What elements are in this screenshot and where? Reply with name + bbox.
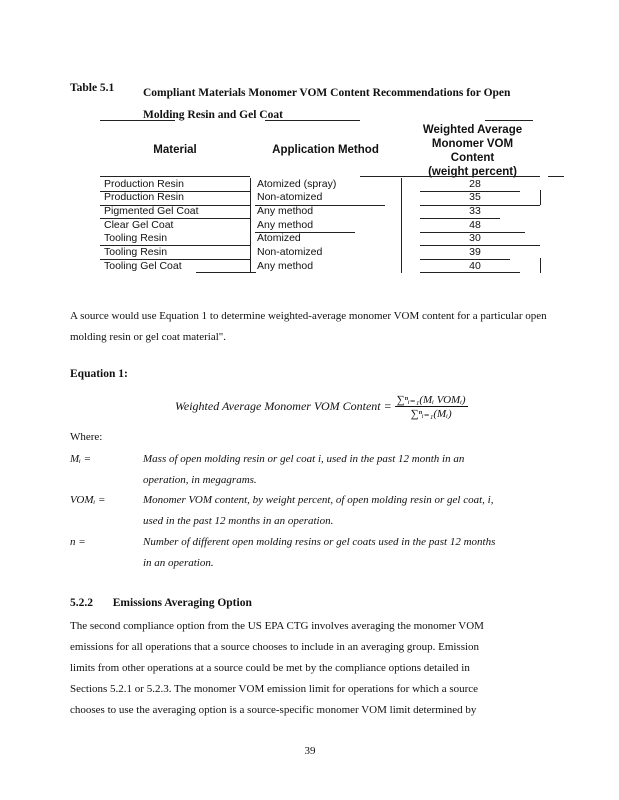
table-row: Pigmented Gel Coat	[104, 205, 199, 217]
where-symbol: Mᵢ =	[70, 453, 92, 465]
header-weighted-average: Weighted Average Monomer VOM Content (weight percent)	[422, 124, 523, 178]
col-rule	[540, 190, 541, 205]
table-row: Tooling Resin	[104, 246, 168, 258]
where-definition: Mass of open molding resin or gel coat i, used in the past 12 month in an operation, in megagrams.	[143, 453, 465, 486]
where-symbol: VOMᵢ =	[70, 494, 106, 506]
row-rule	[255, 232, 355, 233]
section-number: 5.2.2	[70, 597, 93, 609]
table-row: Tooling Gel Coat	[104, 260, 182, 272]
header-application-method: Application Method	[272, 144, 379, 156]
header-rule-a	[100, 176, 250, 177]
row-rule	[420, 205, 540, 206]
table-row: Production Resin	[104, 191, 184, 203]
header-material: Material	[153, 144, 197, 156]
caption-rule-left	[100, 120, 175, 121]
row-rule	[420, 218, 500, 219]
header-rule-b	[360, 176, 540, 177]
equation-fraction	[395, 393, 468, 420]
equation-denominator: ∑ⁿᵢ₌₁(Mᵢ)	[410, 408, 452, 420]
col-rule	[250, 178, 251, 273]
table-row: Production Resin	[104, 178, 184, 190]
row-rule	[100, 218, 250, 219]
row-rule	[420, 191, 520, 192]
col-rule	[401, 178, 402, 273]
equation-numerator: ∑ⁿᵢ₌₁(Mᵢ VOMᵢ)	[396, 394, 466, 406]
where-definition: Monomer VOM content, by weight percent, of open molding resin or gel coat, i, used in the past 12 months in an operation.	[143, 494, 494, 527]
caption-rule-mid	[265, 120, 360, 121]
row-rule	[420, 232, 525, 233]
row-rule	[420, 245, 540, 246]
equation	[175, 393, 468, 420]
equation-lhs: Weighted Average Monomer VOM Content =	[175, 399, 392, 413]
section-paragraph: The second compliance option from the US EPA CTG involves averaging the monomer VOM emissions for all operations that a source chooses to include in an averaging group. Emission limits from other operations at a source could be met by the compliance options detailed in Sections 5.2.1 or 5.2.3. The monomer VOM emission limit for operations for which a source chooses to use the averaging option is a source-specific monomer VOM limit determined by	[70, 620, 484, 716]
row-rule	[100, 191, 250, 192]
row-rule	[420, 272, 520, 273]
where-label: Where:	[70, 431, 103, 443]
header-rule-c	[548, 176, 564, 177]
table-row: Clear Gel Coat	[104, 219, 174, 231]
intro-paragraph: A source would use Equation 1 to determine weighted-average monomer VOM content for a particular open molding resin or gel coat material".	[70, 310, 547, 343]
table-row: Tooling Resin	[104, 232, 168, 244]
where-definition: Number of different open molding resins or gel coats used in the past 12 months in an operation.	[143, 536, 496, 569]
row-rule	[196, 272, 256, 273]
caption-rule-right	[485, 120, 533, 121]
row-rule	[420, 259, 510, 260]
section-heading	[70, 597, 252, 609]
row-rule	[255, 205, 385, 206]
table-label: Table 5.1	[70, 82, 115, 94]
page-number: 39	[304, 745, 316, 757]
section-title: Emissions Averaging Option	[112, 597, 252, 609]
row-rule	[100, 245, 250, 246]
row-rule	[100, 259, 250, 260]
equation-label: Equation 1:	[70, 368, 128, 380]
col-rule	[540, 258, 541, 273]
row-rule	[100, 205, 250, 206]
where-symbol: n =	[70, 536, 86, 548]
table-title: Compliant Materials Monomer VOM Content Recommendations for Open Molding Resin and Gel Coat	[143, 87, 511, 121]
